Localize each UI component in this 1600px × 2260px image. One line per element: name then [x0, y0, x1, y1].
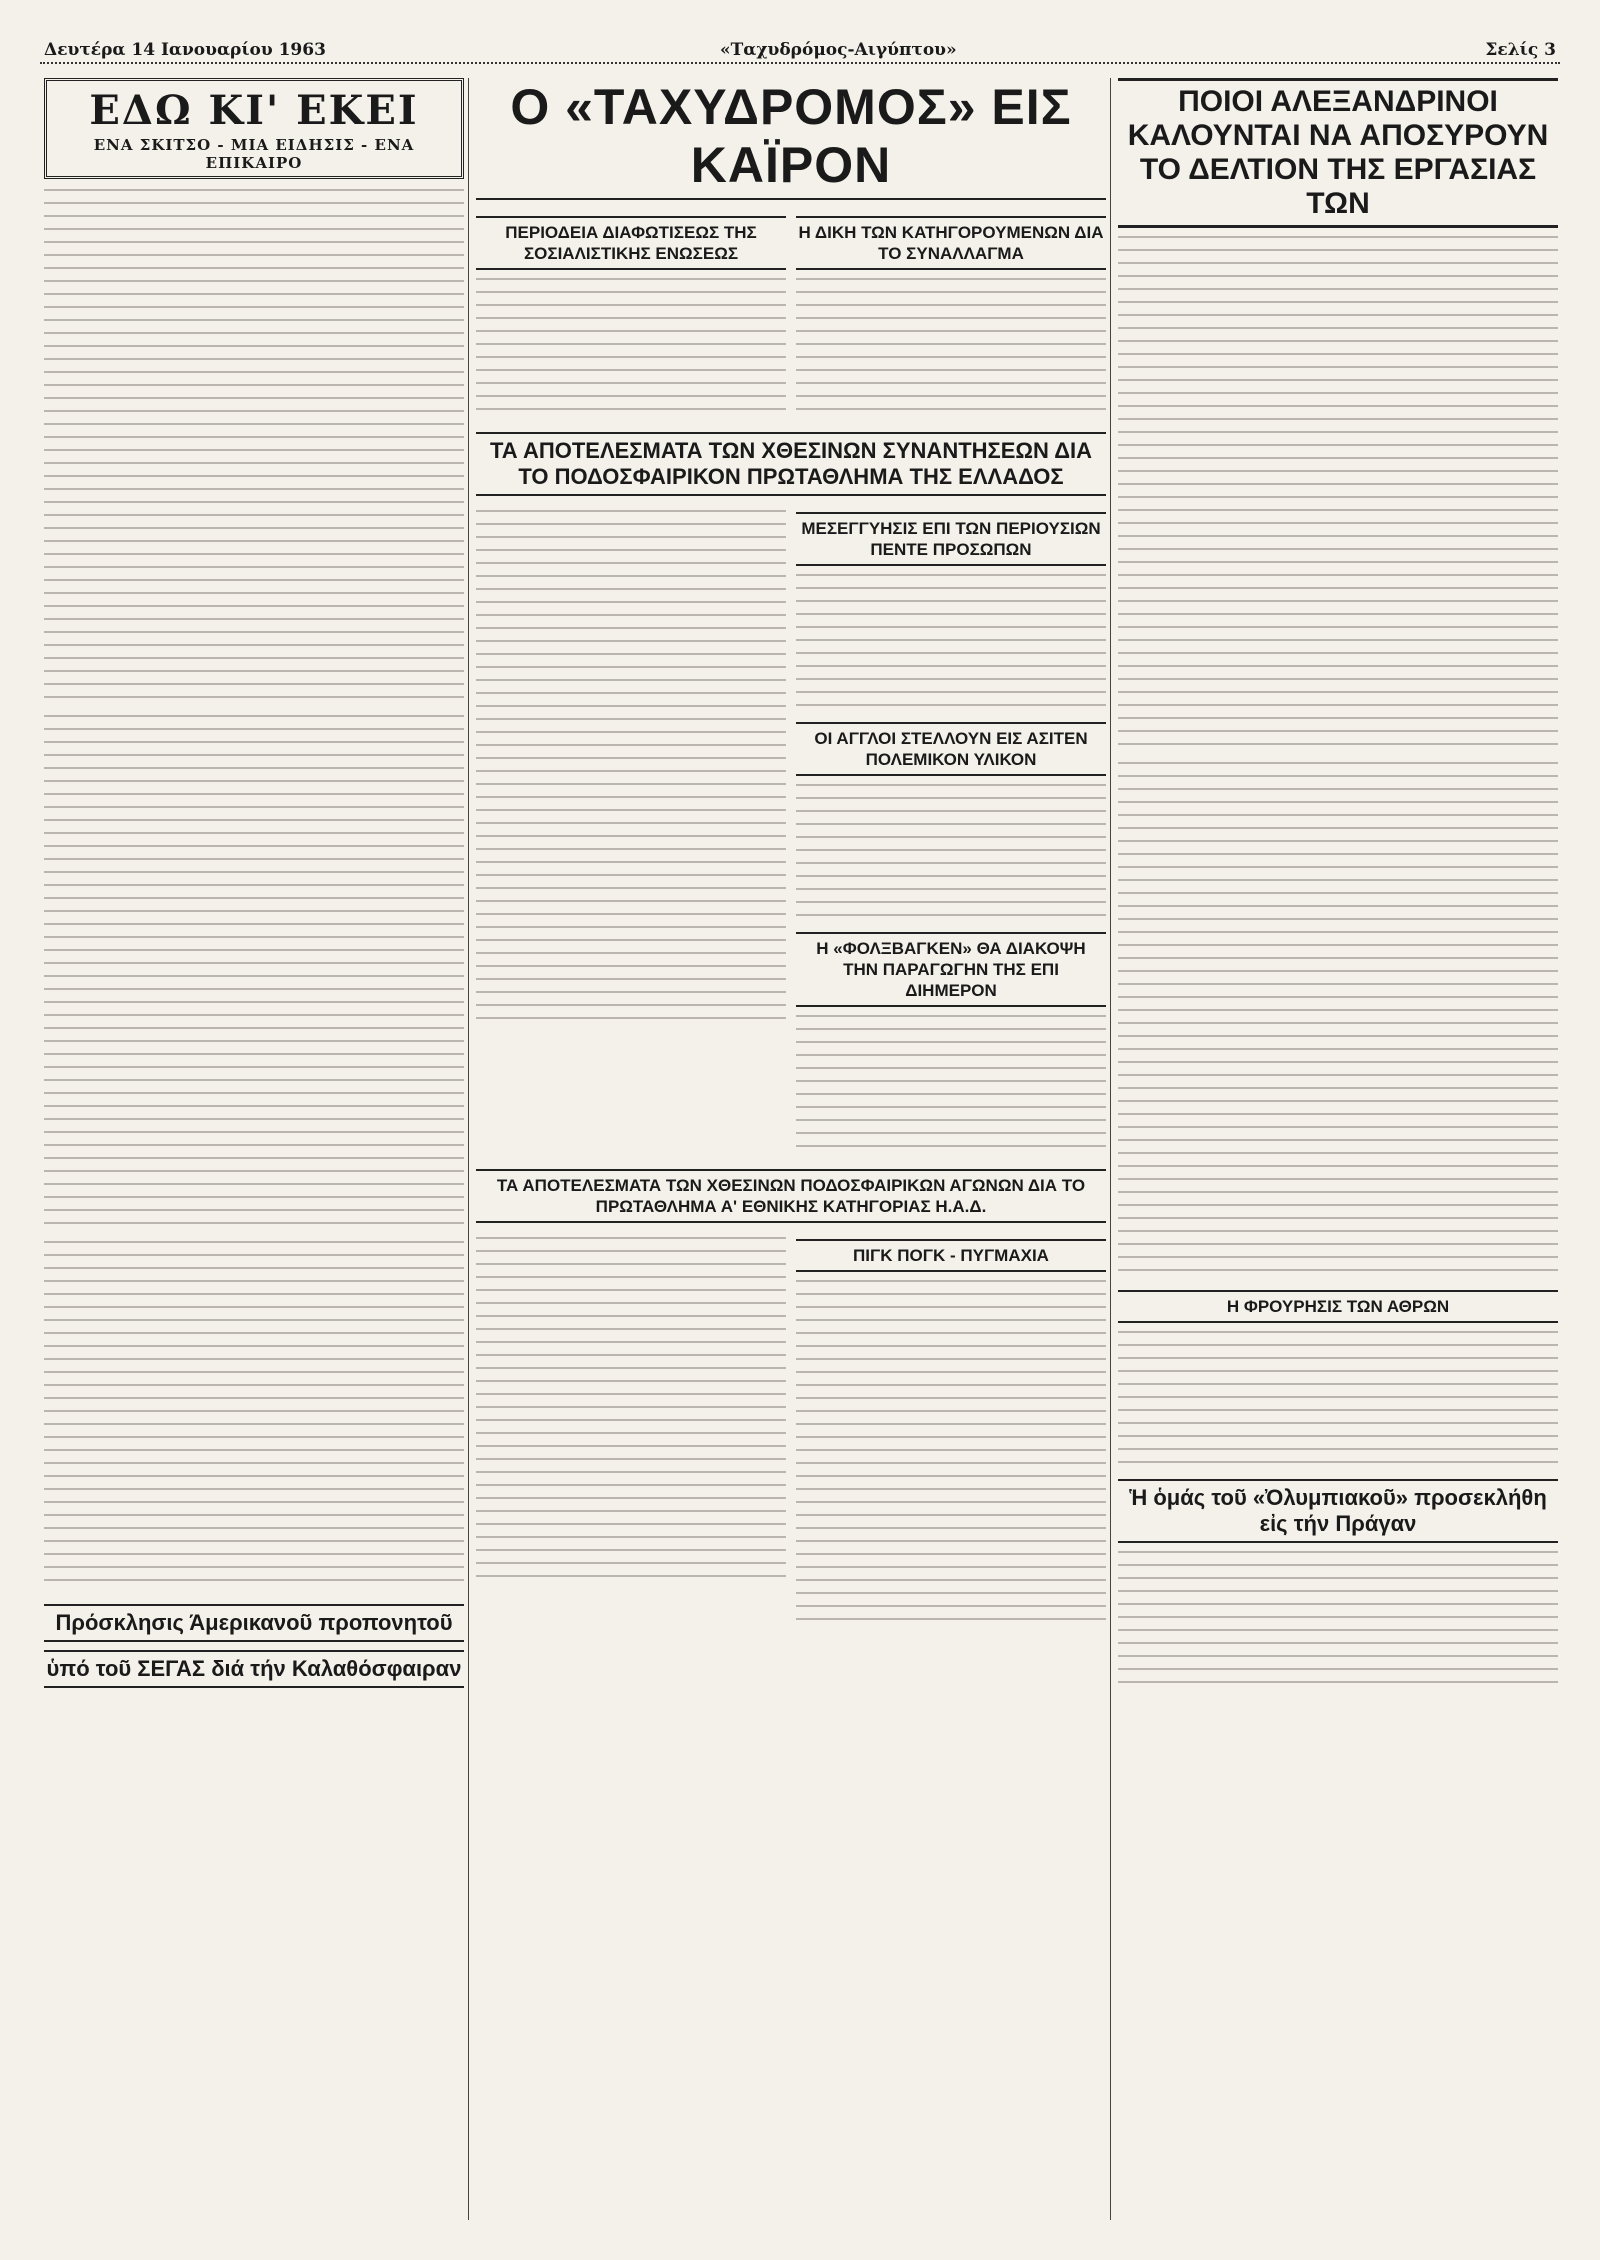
article-text [1118, 1331, 1558, 1471]
article-headline: Η ΦΡΟΥΡΗΣΙΣ ΤΩΝ ΑΘΡΩΝ [1118, 1290, 1558, 1323]
article-headline: Η ΔΙΚΗ ΤΩΝ ΚΑΤΗΓΟΡΟΥΜΕΝΩΝ ΔΙΑ ΤΟ ΣΥΝΑΛΛΑΓΜΑ [796, 216, 1106, 270]
bottom-article [44, 1596, 464, 1696]
center-column [476, 78, 1106, 2220]
article-headline: ΠΙΓΚ ΠΟΓΚ - ΠΥΓΜΑΧΙΑ [796, 1239, 1106, 1272]
article-headline: ὑπό τοῦ ΣΕΓΑΣ διά τήν Καλαθόσφαιραν [44, 1650, 464, 1688]
name-list [1118, 762, 1558, 1282]
article-text [796, 784, 1106, 924]
article-text [1118, 1551, 1558, 1691]
article-headline: ΟΙ ΑΓΓΛΟΙ ΣΤΕΛΛΟΥΝ ΕΙΣ ΑΣΙΤΕΝ ΠΟΛΕΜΙΚΟΝ ΥΛΙΚΟΝ [796, 722, 1106, 776]
article-text [44, 715, 464, 1235]
masthead-banner: Ο «ΤΑΧΥΔΡΟΜΟΣ» ΕΙΣ ΚΑΪΡΟΝ [476, 78, 1106, 200]
article-headline: Ἡ ὁμάς τοῦ «Ὀλυμπιακοῦ» προσεκλήθη εἰς τήν Πράγαν [1118, 1479, 1558, 1543]
article-headline: ΤΑ ΑΠΟΤΕΛΕΣΜΑΤΑ ΤΩΝ ΧΘΕΣΙΝΩΝ ΠΟΔΟΣΦΑΙΡΙΚΩΝ ΑΓΩΝΩΝ ΔΙΑ ΤΟ ΠΡΩΤΑΘΛΗΜΑ Α' ΕΘΝΙΚΗΣ ΚΑΤΗΓΟΡΙΑΣ Η.Α.Δ. [476, 1169, 1106, 1223]
article-headline: Πρόσκλησις Άμερικανοῦ προπονητοῦ [44, 1604, 464, 1642]
column-subtitle: ΕΝΑ ΣΚΙΤΣΟ - ΜΙΑ ΕΙΔΗΣΙΣ - ΕΝΑ ΕΠΙΚΑΙΡΟ [93, 136, 415, 172]
header-date: Δευτέρα 14 Ιανουαρίου 1963 [44, 40, 326, 60]
article-headline: ΤΑ ΑΠΟΤΕΛΕΣΜΑΤΑ ΤΩΝ ΧΘΕΣΙΝΩΝ ΣΥΝΑΝΤΗΣΕΩΝ ΔΙΑ ΤΟ ΠΟΔΟΣΦΑΙΡΙΚΟΝ ΠΡΩΤΑΘΛΗΜΑ ΤΗΣ ΕΛΛΑΔΟΣ [476, 432, 1106, 496]
article-text [476, 510, 786, 1030]
left-column [44, 78, 464, 2220]
header-paper-name: «Ταχυδρόμος-Αιγύπτου» [720, 40, 957, 60]
article-headline: ΠΕΡΙΟΔΕΙΑ ΔΙΑΦΩΤΙΣΕΩΣ ΤΗΣ ΣΟΣΙΑΛΙΣΤΙΚΗΣ ΕΝΩΣΕΩΣ [476, 216, 786, 270]
name-list [1118, 236, 1558, 756]
article-text [796, 574, 1106, 714]
article-text [44, 189, 464, 709]
column-title: ΕΔΩ ΚΙ' ΕΚΕΙ [89, 87, 419, 134]
article-headline: ΜΕΣΕΓΓΥΗΣΙΣ ΕΠΙ ΤΩΝ ΠΕΡΙΟΥΣΙΩΝ ΠΕΝΤΕ ΠΡΟΣΩΠΩΝ [796, 512, 1106, 566]
header-rule [40, 62, 1560, 64]
article-text [476, 1237, 786, 1577]
article-headline: Η «ΦΟΛΞΒΑΓΚΕΝ» ΘΑ ΔΙΑΚΟΨΗ ΤΗΝ ΠΑΡΑΓΩΓΗΝ ΤΗΣ ΕΠΙ ΔΙΗΜΕΡΟΝ [796, 932, 1106, 1007]
article-text [796, 278, 1106, 418]
article-text [796, 1015, 1106, 1155]
header-page-number: Σελίς 3 [1485, 40, 1556, 60]
right-banner: ΠΟΙΟΙ ΑΛΕΞΑΝΔΡΙΝΟΙ ΚΑΛΟΥΝΤΑΙ ΝΑ ΑΠΟΣΥΡΟΥΝ ΤΟ ΔΕΛΤΙΟΝ ΤΗΣ ΕΡΓΑΣΙΑΣ ΤΩΝ [1118, 78, 1558, 228]
article-text [476, 278, 786, 418]
article-text [796, 1280, 1106, 1620]
column-divider [468, 78, 469, 2220]
column-title-box [44, 78, 464, 179]
column-divider [1110, 78, 1111, 2220]
article-text [44, 1241, 464, 1581]
right-column [1118, 78, 1558, 2220]
